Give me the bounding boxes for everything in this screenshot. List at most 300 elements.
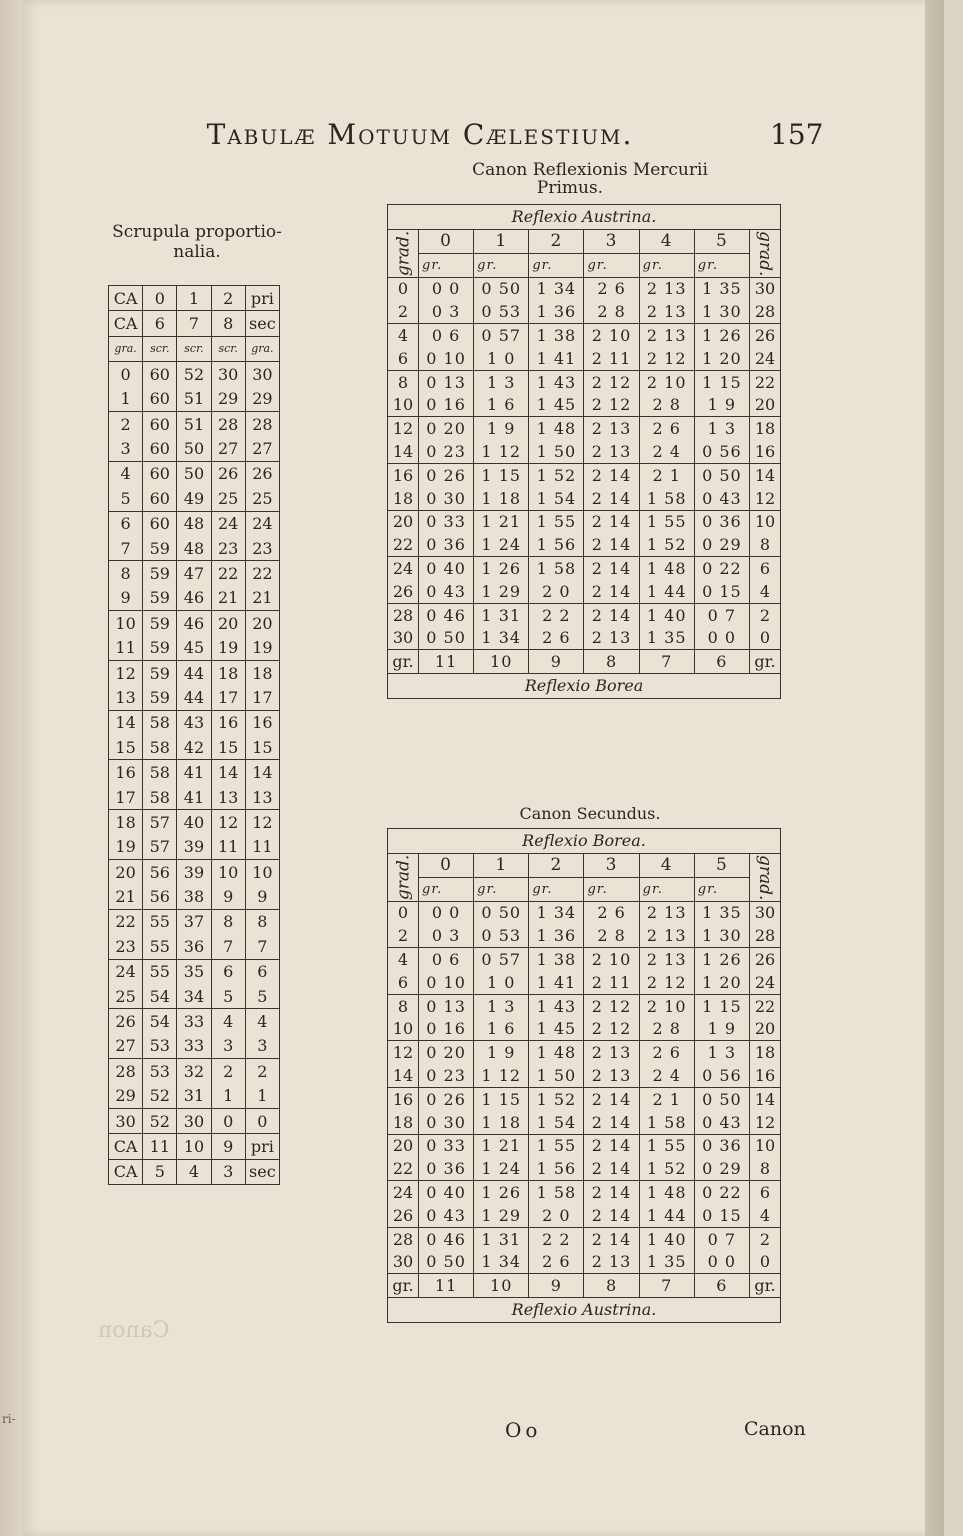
table-cell: 16 xyxy=(245,710,279,735)
table-cell: 1 40 xyxy=(639,1227,694,1250)
scrupula-table xyxy=(108,285,280,1185)
foot-cell: 10 xyxy=(474,1274,529,1298)
grad-label-right: grad. xyxy=(750,854,781,901)
table-cell: 16 xyxy=(388,1087,419,1110)
table-cell: 1 21 xyxy=(474,510,529,533)
table-cell: 0 6 xyxy=(419,324,474,347)
table-row xyxy=(388,1227,780,1250)
table-cell: 60 xyxy=(143,362,177,387)
table-row xyxy=(388,1064,780,1087)
table-cell: 39 xyxy=(177,859,211,884)
table-cell: 2 12 xyxy=(584,994,639,1017)
table-cell: 2 8 xyxy=(584,924,639,947)
canon1-table xyxy=(388,230,780,674)
table-row xyxy=(388,1134,780,1157)
table-cell: pri xyxy=(245,286,279,311)
table-cell: 57 xyxy=(143,835,177,860)
table-cell: 13 xyxy=(211,785,245,810)
table-row xyxy=(388,1111,780,1134)
table-row xyxy=(109,859,280,884)
table-cell: 18 xyxy=(245,660,279,685)
table-cell: 7 xyxy=(109,536,143,561)
table-cell: 59 xyxy=(143,685,177,710)
table-cell: 2 14 xyxy=(584,557,639,580)
table-cell: 59 xyxy=(143,635,177,660)
table-cell: 1 55 xyxy=(529,510,584,533)
unit-row xyxy=(388,877,780,901)
table-cell: 0 50 xyxy=(694,463,749,486)
table-cell: 22 xyxy=(211,561,245,586)
table-cell: 18 xyxy=(388,487,419,510)
table-cell: 60 xyxy=(143,387,177,412)
table-cell: 2 6 xyxy=(584,277,639,300)
table-cell: 16 xyxy=(388,463,419,486)
table-row xyxy=(388,994,780,1017)
table-cell: 2 xyxy=(211,286,245,311)
table-cell: 1 58 xyxy=(639,487,694,510)
table-cell: 0 26 xyxy=(419,463,474,486)
table-cell: 2 xyxy=(245,1059,279,1084)
table-cell: 1 18 xyxy=(474,1111,529,1134)
table-cell: 6 xyxy=(245,959,279,984)
table-cell: 1 31 xyxy=(474,1227,529,1250)
table-row xyxy=(109,336,280,361)
table-cell: 30 xyxy=(177,1108,211,1133)
table-cell: 1 15 xyxy=(474,463,529,486)
table-cell: 2 2 xyxy=(529,603,584,626)
table-cell: 2 14 xyxy=(584,510,639,533)
table-cell: 1 56 xyxy=(529,1157,584,1180)
table-cell: 52 xyxy=(143,1084,177,1109)
foot-cell: 7 xyxy=(639,650,694,674)
table-cell: CA xyxy=(109,1159,143,1184)
table-cell: 6 xyxy=(388,347,419,370)
canon1-subtitle: Primus. xyxy=(536,178,604,198)
table-cell: 23 xyxy=(245,536,279,561)
table-cell: 59 xyxy=(143,536,177,561)
table-cell: 22 xyxy=(388,1157,419,1180)
table-cell: 0 57 xyxy=(474,324,529,347)
table-cell: 1 29 xyxy=(474,1204,529,1227)
table-cell: 0 29 xyxy=(694,533,749,556)
table-cell: 54 xyxy=(143,1009,177,1034)
unit-cell: gr. xyxy=(694,877,749,901)
table-cell: 18 xyxy=(388,1111,419,1134)
table-row xyxy=(388,557,780,580)
table-cell: 11 xyxy=(143,1134,177,1159)
table-row xyxy=(109,436,280,461)
table-cell: 2 6 xyxy=(529,1251,584,1274)
table-cell: 1 35 xyxy=(639,1251,694,1274)
canon1-title: Canon Reflexionis Mercurii xyxy=(472,160,708,180)
table-cell: 10 xyxy=(388,1018,419,1041)
table-cell: 19 xyxy=(109,835,143,860)
table-cell: 2 6 xyxy=(529,627,584,650)
table-cell: 1 26 xyxy=(474,1181,529,1204)
table-cell: 28 xyxy=(109,1059,143,1084)
table-cell: 1 26 xyxy=(474,557,529,580)
table-cell: 17 xyxy=(109,785,143,810)
table-cell: 0 16 xyxy=(419,1018,474,1041)
table-cell: 38 xyxy=(177,884,211,909)
table-row xyxy=(109,1009,280,1034)
table-cell: 0 26 xyxy=(419,1087,474,1110)
sign-head: 4 xyxy=(639,230,694,253)
table-cell: 14 xyxy=(211,760,245,785)
table-cell: 2 14 xyxy=(584,1181,639,1204)
table-cell: scr. xyxy=(143,336,177,361)
table-cell: 6 xyxy=(750,557,781,580)
table-cell: 18 xyxy=(109,810,143,835)
table-cell: 1 12 xyxy=(474,1064,529,1087)
table-cell: CA xyxy=(109,286,143,311)
foot-cell: 6 xyxy=(694,650,749,674)
table-cell: gra. xyxy=(245,336,279,361)
table-cell: 2 14 xyxy=(584,1227,639,1250)
table-cell: 2 14 xyxy=(584,487,639,510)
table-cell: 2 xyxy=(750,603,781,626)
table-cell: 41 xyxy=(177,760,211,785)
table-cell: 2 0 xyxy=(529,1204,584,1227)
table-cell: 4 xyxy=(750,1204,781,1227)
table-row xyxy=(109,685,280,710)
table-cell: 43 xyxy=(177,710,211,735)
table-cell: 39 xyxy=(177,835,211,860)
table-cell: 0 xyxy=(750,1251,781,1274)
sign-head: 1 xyxy=(474,230,529,253)
table-cell: 0 33 xyxy=(419,510,474,533)
table-cell: 45 xyxy=(177,635,211,660)
sign-head: 0 xyxy=(419,230,474,253)
table-cell: 1 50 xyxy=(529,440,584,463)
table-cell: 22 xyxy=(388,533,419,556)
table-cell: 3 xyxy=(109,436,143,461)
table-cell: 1 38 xyxy=(529,324,584,347)
table-cell: 0 13 xyxy=(419,994,474,1017)
table-cell: 2 12 xyxy=(584,1018,639,1041)
table-cell: 10 xyxy=(177,1134,211,1159)
table-cell: 12 xyxy=(245,810,279,835)
table-cell: 4 xyxy=(109,461,143,486)
table-cell: 19 xyxy=(211,635,245,660)
table-cell: 14 xyxy=(245,760,279,785)
table-cell: 0 53 xyxy=(474,300,529,323)
table-cell: 14 xyxy=(750,463,781,486)
table-row xyxy=(109,959,280,984)
table-cell: 13 xyxy=(245,785,279,810)
table-row xyxy=(388,277,780,300)
table-cell: 1 40 xyxy=(639,603,694,626)
table-cell: 1 48 xyxy=(639,557,694,580)
sign-head: 2 xyxy=(529,854,584,877)
table-row xyxy=(109,486,280,511)
table-cell: 49 xyxy=(177,486,211,511)
table-cell: 60 xyxy=(143,511,177,536)
table-cell: 16 xyxy=(750,1064,781,1087)
foot-cell: 11 xyxy=(419,1274,474,1298)
table-cell: CA xyxy=(109,311,143,336)
table-cell: 1 9 xyxy=(474,1041,529,1064)
table-cell: 2 13 xyxy=(639,948,694,971)
table-row xyxy=(388,1204,780,1227)
table-cell: 1 45 xyxy=(529,394,584,417)
header-row xyxy=(388,854,780,877)
table-cell: 1 36 xyxy=(529,924,584,947)
table-cell: 24 xyxy=(109,959,143,984)
table-cell: 2 14 xyxy=(584,463,639,486)
table-cell: 8 xyxy=(211,311,245,336)
table-cell: 2 10 xyxy=(639,994,694,1017)
table-row xyxy=(388,1018,780,1041)
table-row xyxy=(109,411,280,436)
table-cell: 2 14 xyxy=(584,533,639,556)
table-cell: 0 xyxy=(245,1108,279,1133)
page-edge xyxy=(925,0,944,1536)
table-row xyxy=(109,710,280,735)
table-cell: 1 31 xyxy=(474,603,529,626)
table-row xyxy=(109,1084,280,1109)
table-cell: 2 10 xyxy=(584,324,639,347)
table-cell: 26 xyxy=(388,580,419,603)
table-cell: 0 13 xyxy=(419,370,474,393)
table-cell: 7 xyxy=(177,311,211,336)
table-row xyxy=(388,1087,780,1110)
table-cell: 6 xyxy=(143,311,177,336)
table-cell: 20 xyxy=(245,611,279,636)
table-cell: 55 xyxy=(143,934,177,959)
table-cell: 5 xyxy=(109,486,143,511)
table-cell: 0 7 xyxy=(694,603,749,626)
table-row xyxy=(388,300,780,323)
table-row xyxy=(109,387,280,412)
table-cell: 21 xyxy=(109,884,143,909)
table-cell: 30 xyxy=(750,901,781,924)
table-cell: 7 xyxy=(245,934,279,959)
table-cell: scr. xyxy=(177,336,211,361)
table-cell: 40 xyxy=(177,810,211,835)
table-cell: 28 xyxy=(388,1227,419,1250)
foot-cell: gr. xyxy=(750,650,781,674)
table-row xyxy=(109,884,280,909)
margin-fragment: ri- xyxy=(2,1412,16,1426)
table-cell: 6 xyxy=(388,971,419,994)
table-row xyxy=(388,370,780,393)
canon2-table xyxy=(388,854,780,1298)
table-cell: 52 xyxy=(177,362,211,387)
foot-cell: gr. xyxy=(388,1274,419,1298)
table-cell: 2 12 xyxy=(639,347,694,370)
canon2-title: Canon Secundus. xyxy=(519,804,661,823)
table-cell: 23 xyxy=(109,934,143,959)
table-cell: 22 xyxy=(109,909,143,934)
table-row xyxy=(109,1059,280,1084)
table-cell: 32 xyxy=(177,1059,211,1084)
table-row xyxy=(388,533,780,556)
table-cell: 2 6 xyxy=(584,901,639,924)
table-cell: 12 xyxy=(211,810,245,835)
foot-cell: 8 xyxy=(584,650,639,674)
table-cell: 30 xyxy=(109,1108,143,1133)
table-cell: 5 xyxy=(245,984,279,1009)
table-cell: 0 0 xyxy=(694,1251,749,1274)
page-gutter xyxy=(0,0,22,1536)
table-cell: 30 xyxy=(750,277,781,300)
table-cell: 0 53 xyxy=(474,924,529,947)
table-cell: 1 29 xyxy=(474,580,529,603)
table-cell: 0 xyxy=(388,901,419,924)
table-cell: 5 xyxy=(211,984,245,1009)
table-cell: 0 20 xyxy=(419,1041,474,1064)
table-cell: sec xyxy=(245,311,279,336)
table-cell: 1 0 xyxy=(474,347,529,370)
table-cell: 55 xyxy=(143,959,177,984)
sign-head: 5 xyxy=(694,854,749,877)
table-cell: 10 xyxy=(750,1134,781,1157)
table-row xyxy=(109,835,280,860)
table-cell: 20 xyxy=(109,859,143,884)
table-cell: 12 xyxy=(388,417,419,440)
table-cell: 1 26 xyxy=(694,948,749,971)
table-cell: 1 3 xyxy=(474,994,529,1017)
table-cell: 2 8 xyxy=(639,394,694,417)
sign-head: 5 xyxy=(694,230,749,253)
table-cell: 0 56 xyxy=(694,440,749,463)
table-cell: 25 xyxy=(211,486,245,511)
table-cell: 33 xyxy=(177,1034,211,1059)
table-cell: 23 xyxy=(211,536,245,561)
foot-cell: 10 xyxy=(474,650,529,674)
table-cell: 0 50 xyxy=(474,277,529,300)
table-cell: 25 xyxy=(109,984,143,1009)
table-cell: 0 15 xyxy=(694,1204,749,1227)
foot-cell: 8 xyxy=(584,1274,639,1298)
table-cell: 0 30 xyxy=(419,487,474,510)
table-row xyxy=(109,660,280,685)
foot-cell: 9 xyxy=(529,650,584,674)
table-row xyxy=(388,394,780,417)
table-cell: 24 xyxy=(388,1181,419,1204)
table-cell: 2 xyxy=(388,300,419,323)
table-cell: 6 xyxy=(211,959,245,984)
table-row xyxy=(109,561,280,586)
table-cell: 4 xyxy=(750,580,781,603)
table-cell: 0 23 xyxy=(419,440,474,463)
table-row xyxy=(109,785,280,810)
canon2-bottom-caption: Reflexio Austrina. xyxy=(388,1298,780,1323)
table-cell: 26 xyxy=(750,324,781,347)
table-cell: 50 xyxy=(177,461,211,486)
table-cell: 26 xyxy=(211,461,245,486)
unit-row xyxy=(388,253,780,277)
table-cell: 41 xyxy=(177,785,211,810)
table-cell: 22 xyxy=(750,370,781,393)
table-cell: 9 xyxy=(109,586,143,611)
unit-cell: gr. xyxy=(529,877,584,901)
table-cell: 0 36 xyxy=(419,533,474,556)
table-cell: 8 xyxy=(388,370,419,393)
table-cell: 46 xyxy=(177,586,211,611)
table-cell: 1 52 xyxy=(529,1087,584,1110)
table-cell: 2 13 xyxy=(584,417,639,440)
table-cell: 2 1 xyxy=(639,1087,694,1110)
table-cell: 1 24 xyxy=(474,1157,529,1180)
table-cell: 1 34 xyxy=(529,277,584,300)
table-cell: 19 xyxy=(245,635,279,660)
table-row xyxy=(109,1108,280,1133)
table-cell: 26 xyxy=(750,948,781,971)
table-cell: 28 xyxy=(750,300,781,323)
table-cell: 1 6 xyxy=(474,1018,529,1041)
table-cell: 2 13 xyxy=(584,627,639,650)
table-cell: 1 24 xyxy=(474,533,529,556)
table-cell: 58 xyxy=(143,735,177,760)
table-cell: 1 43 xyxy=(529,370,584,393)
table-cell: 6 xyxy=(750,1181,781,1204)
table-cell: 42 xyxy=(177,735,211,760)
table-cell: 1 52 xyxy=(639,1157,694,1180)
sign-head: 4 xyxy=(639,854,694,877)
table-cell: 1 9 xyxy=(694,394,749,417)
unit-cell: gr. xyxy=(419,877,474,901)
table-row xyxy=(388,603,780,626)
table-row xyxy=(388,417,780,440)
table-cell: 24 xyxy=(211,511,245,536)
table-cell: 1 15 xyxy=(474,1087,529,1110)
table-cell: 46 xyxy=(177,611,211,636)
table-cell: 0 50 xyxy=(474,901,529,924)
table-cell: 25 xyxy=(245,486,279,511)
table-cell: 1 9 xyxy=(474,417,529,440)
page-number: 157 xyxy=(770,118,824,151)
table-cell: 24 xyxy=(388,557,419,580)
table-cell: 0 20 xyxy=(419,417,474,440)
table-cell: 51 xyxy=(177,387,211,412)
table-cell: 1 44 xyxy=(639,1204,694,1227)
table-cell: 47 xyxy=(177,561,211,586)
table-cell: 1 41 xyxy=(529,971,584,994)
table-cell: 14 xyxy=(388,440,419,463)
table-cell: 0 43 xyxy=(419,1204,474,1227)
table-cell: 2 12 xyxy=(584,394,639,417)
table-cell: 6 xyxy=(109,511,143,536)
table-cell: 2 1 xyxy=(639,463,694,486)
table-cell: 18 xyxy=(750,1041,781,1064)
table-row xyxy=(109,984,280,1009)
table-cell: 2 13 xyxy=(584,1041,639,1064)
table-cell: 0 6 xyxy=(419,948,474,971)
table-cell: 7 xyxy=(211,934,245,959)
table-cell: 0 43 xyxy=(419,580,474,603)
table-cell: 20 xyxy=(750,394,781,417)
table-cell: 0 46 xyxy=(419,603,474,626)
table-cell: 2 6 xyxy=(639,1041,694,1064)
table-cell: 0 46 xyxy=(419,1227,474,1250)
sign-head: 0 xyxy=(419,854,474,877)
table-cell: 16 xyxy=(211,710,245,735)
table-row xyxy=(388,463,780,486)
grad-label-right: grad. xyxy=(750,230,781,277)
table-cell: 1 xyxy=(245,1084,279,1109)
table-cell: 2 13 xyxy=(639,901,694,924)
table-cell: 4 xyxy=(211,1009,245,1034)
table-cell: 2 13 xyxy=(584,440,639,463)
table-cell: 1 34 xyxy=(474,1251,529,1274)
table-row xyxy=(388,440,780,463)
table-cell: 2 2 xyxy=(529,1227,584,1250)
table-cell: 1 30 xyxy=(694,300,749,323)
table-cell: 14 xyxy=(750,1087,781,1110)
table-cell: 2 8 xyxy=(639,1018,694,1041)
